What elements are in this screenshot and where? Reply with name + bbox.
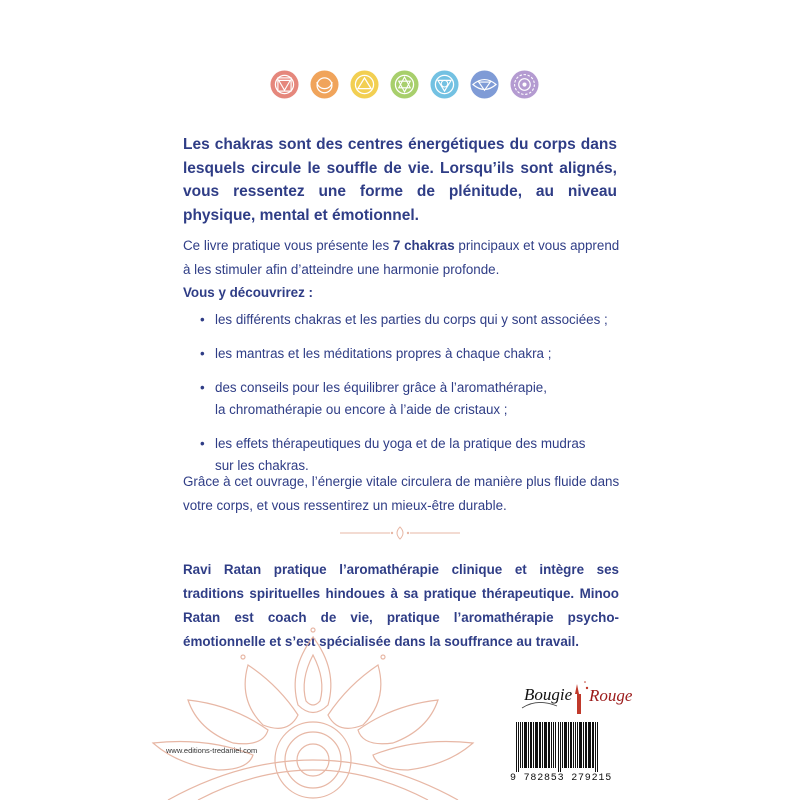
- bullet-icon: •: [200, 346, 205, 361]
- barcode-bar: [551, 722, 552, 768]
- barcode-bar: [542, 722, 543, 768]
- throat-chakra-icon: [428, 68, 461, 101]
- feature-list-item-text: les effets thérapeutiques du yoga et de la pratique des mudras: [215, 436, 586, 451]
- feature-list-item-text: sur les chakras.: [215, 458, 309, 473]
- barcode-bar: [522, 722, 523, 768]
- barcode-bar: [583, 722, 584, 768]
- barcode-bar: [597, 722, 598, 772]
- barcode-bar: [595, 722, 596, 772]
- list-heading: Vous y découvrirez :: [183, 285, 313, 300]
- barcode-bar: [539, 722, 541, 768]
- sacral-chakra-icon: [308, 68, 341, 101]
- barcode-bar: [560, 722, 561, 772]
- barcode-bar: [575, 722, 576, 768]
- barcode-bar: [588, 722, 591, 768]
- barcode-bar: [585, 722, 587, 768]
- barcode-bar: [568, 722, 569, 768]
- logo-text-rouge: Rouge: [589, 686, 633, 705]
- solar-plexus-chakra-icon: [348, 68, 381, 101]
- barcode-bar: [548, 722, 550, 768]
- barcode-bar: [544, 722, 547, 768]
- barcode-bar: [579, 722, 582, 768]
- logo-text-bougie: Bougie: [524, 685, 573, 704]
- bullet-icon: •: [200, 436, 205, 451]
- feature-list-item: [183, 377, 633, 421]
- description-text: Ce livre pratique vous présente les: [183, 238, 393, 253]
- barcode-bar: [520, 722, 521, 768]
- barcode-bar: [553, 722, 554, 768]
- heart-chakra-icon: [388, 68, 421, 101]
- barcode-bar: [573, 722, 574, 768]
- author-bio-text1: pratique l’aromathérapie clinique et intègre ses traditions spirituelles hindoues à sa pratique thérapeutique.: [183, 562, 620, 601]
- feature-list: [183, 309, 633, 489]
- feature-list-item: [183, 343, 633, 365]
- barcode-bar: [535, 722, 538, 768]
- barcode-bar: [533, 722, 534, 768]
- barcode-bar: [524, 722, 527, 768]
- feature-list-item-text: les différents chakras et les parties du corps qui y sont associées ;: [215, 312, 608, 327]
- feature-list-item-text: des conseils pour les équilibrer grâce à l’aromathérapie,: [215, 380, 547, 395]
- barcode-bar: [570, 722, 572, 768]
- barcode-bar: [555, 722, 556, 768]
- barcode-bar: [516, 722, 517, 772]
- barcode-bar: [577, 722, 578, 768]
- barcode-bar: [530, 722, 532, 768]
- root-chakra-icon: [268, 68, 301, 101]
- barcode-bar: [518, 722, 519, 772]
- barcode-bar: [564, 722, 567, 768]
- chakra-symbols-row: [268, 68, 538, 110]
- author-bio-text2: est coach de vie, pratique l’aromathérapie psycho-émotionnelle et s’est spécialisée dans la souffrance au travail.: [183, 610, 619, 649]
- crown-chakra-icon: [508, 68, 541, 101]
- bullet-icon: •: [200, 312, 205, 327]
- description-text-end: principaux et vous apprend à les stimuler afin d’atteindre une harmonie profonde.: [183, 238, 620, 277]
- intro-paragraph: Les chakras sont des centres énergétiques du corps dans lesquels circule le souffle de vie. Lorsqu’ils sont alignés, vous ressentez une forme de plénitude, au niveau physique, mental et émotionnel.: [183, 136, 617, 224]
- feature-list-item-text: les mantras et les méditations propres à chaque chakra ;: [215, 346, 552, 361]
- feature-list-item-text: la chromathérapie ou encore à l’aide de cristaux ;: [215, 402, 508, 417]
- bullet-icon: •: [200, 380, 205, 395]
- chakra-count-emphasis: 7 chakras: [392, 238, 455, 253]
- description-paragraph: [183, 234, 623, 282]
- conclusion-paragraph: Grâce à cet ouvrage, l’énergie vitale circulera de manière plus fluide dans votre corps, et vous ressentirez un mieux-être durable.: [183, 474, 620, 513]
- barcode-bar: [558, 722, 559, 772]
- mandala-illustration: [148, 625, 478, 800]
- publisher-website: www.editions-tredaniel.com: [166, 746, 258, 755]
- author-name-minoo: Minoo Ratan: [183, 586, 619, 625]
- barcode-bar: [592, 722, 594, 768]
- ornamental-divider: [340, 523, 460, 543]
- barcode-bar: [528, 722, 529, 768]
- isbn-barcode: [512, 722, 642, 772]
- author-name-ravi: Ravi Ratan: [183, 562, 262, 577]
- third-eye-chakra-icon: [468, 68, 501, 101]
- feature-list-item: [183, 309, 633, 331]
- barcode-bar: [562, 722, 563, 768]
- isbn-number: 9 782853 279215: [510, 773, 613, 784]
